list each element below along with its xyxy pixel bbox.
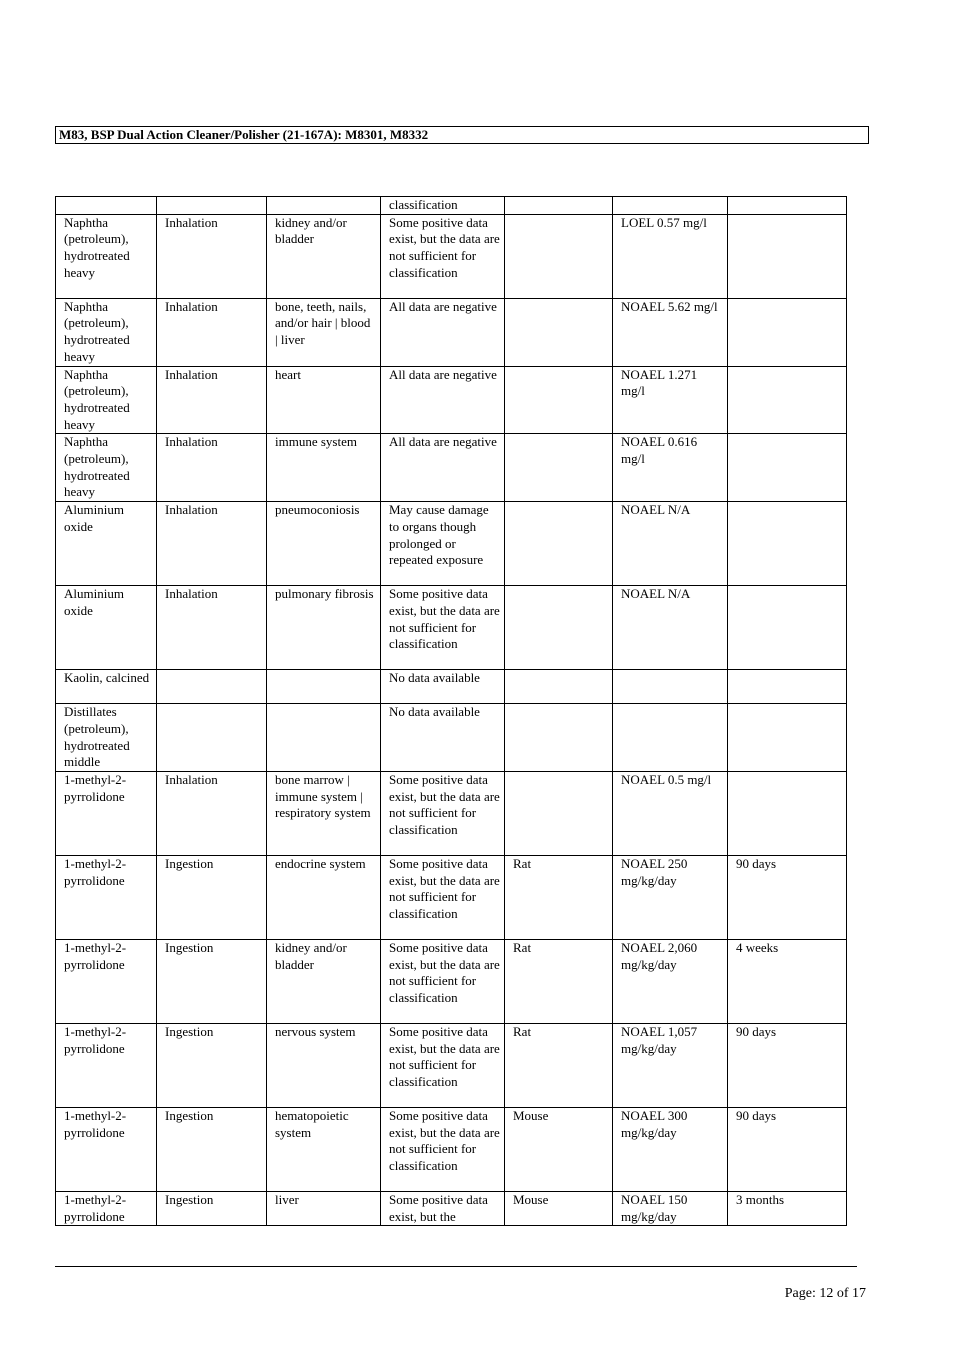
cell-duration <box>728 670 847 704</box>
cell-name: Naphtha (petroleum), hydrotreated heavy <box>56 214 157 298</box>
cell-species: Mouse <box>505 1191 613 1225</box>
cell-route: Ingestion <box>157 1191 267 1225</box>
cell-duration <box>728 771 847 855</box>
cell-species <box>505 214 613 298</box>
cell-organ: pulmonary fibrosis <box>267 586 381 670</box>
cell-species <box>505 197 613 215</box>
cell-name: 1-methyl-2-pyrrolidone <box>56 771 157 855</box>
page-number: Page: 12 of 17 <box>784 1286 866 1301</box>
cell-species <box>505 366 613 434</box>
cell-organ: hematopoietic system <box>267 1107 381 1191</box>
cell-organ: immune system <box>267 434 381 502</box>
cell-value: classification <box>381 197 505 215</box>
cell-organ: kidney and/or bladder <box>267 214 381 298</box>
table-row <box>56 1191 847 1225</box>
table-row <box>56 1023 847 1107</box>
cell-result <box>613 704 728 772</box>
cell-route: Inhalation <box>157 434 267 502</box>
table-row <box>56 434 847 502</box>
cell-name: Naphtha (petroleum), hydrotreated heavy <box>56 434 157 502</box>
footer-divider <box>55 1266 857 1267</box>
table-row <box>56 771 847 855</box>
cell-duration <box>728 298 847 366</box>
cell-duration: 90 days <box>728 1107 847 1191</box>
cell-organ <box>267 197 381 215</box>
table-row <box>56 214 847 298</box>
cell-route: Inhalation <box>157 502 267 586</box>
cell-route: Ingestion <box>157 1107 267 1191</box>
cell-organ: bone marrow | immune system | respiratory system <box>267 771 381 855</box>
cell-result: NOAEL 5.62 mg/l <box>613 298 728 366</box>
cell-organ: nervous system <box>267 1023 381 1107</box>
cell-route: Inhalation <box>157 298 267 366</box>
cell-species <box>505 434 613 502</box>
cell-value: Some positive data exist, but the data are not sufficient for classification <box>381 1107 505 1191</box>
cell-route: Inhalation <box>157 586 267 670</box>
table-row <box>56 366 847 434</box>
cell-result: NOAEL N/A <box>613 502 728 586</box>
cell-duration <box>728 214 847 298</box>
table-row <box>56 502 847 586</box>
table-row <box>56 298 847 366</box>
cell-result: NOAEL 0.5 mg/l <box>613 771 728 855</box>
cell-route: Ingestion <box>157 939 267 1023</box>
cell-name: Aluminium oxide <box>56 586 157 670</box>
cell-species <box>505 502 613 586</box>
cell-route: Ingestion <box>157 1023 267 1107</box>
cell-value: Some positive data exist, but the data are not sufficient for classification <box>381 855 505 939</box>
cell-organ: endocrine system <box>267 855 381 939</box>
cell-result <box>613 197 728 215</box>
document-header-title: M83, BSP Dual Action Cleaner/Polisher (21-167A): M8301, M8332 <box>55 126 869 144</box>
table-row <box>56 1107 847 1191</box>
cell-name: Naphtha (petroleum), hydrotreated heavy <box>56 366 157 434</box>
cell-route: Ingestion <box>157 855 267 939</box>
cell-value: All data are negative <box>381 366 505 434</box>
cell-duration: 90 days <box>728 855 847 939</box>
cell-result: NOAEL 300 mg/kg/day <box>613 1107 728 1191</box>
cell-duration: 3 months <box>728 1191 847 1225</box>
cell-result: LOEL 0.57 mg/l <box>613 214 728 298</box>
cell-route: Inhalation <box>157 214 267 298</box>
cell-organ: heart <box>267 366 381 434</box>
cell-name: 1-methyl-2-pyrrolidone <box>56 939 157 1023</box>
table-row <box>56 939 847 1023</box>
cell-species <box>505 298 613 366</box>
cell-name: Distillates (petroleum), hydrotreated middle <box>56 704 157 772</box>
cell-name: 1-methyl-2-pyrrolidone <box>56 1023 157 1107</box>
cell-value: No data available <box>381 704 505 772</box>
cell-value: Some positive data exist, but the data are not sufficient for classification <box>381 214 505 298</box>
cell-value: All data are negative <box>381 434 505 502</box>
table-row <box>56 586 847 670</box>
cell-name: Kaolin, calcined <box>56 670 157 704</box>
cell-result <box>613 670 728 704</box>
cell-route: Inhalation <box>157 771 267 855</box>
cell-value: All data are negative <box>381 298 505 366</box>
cell-value: Some positive data exist, but the data are not sufficient for classification <box>381 1023 505 1107</box>
cell-species: Mouse <box>505 1107 613 1191</box>
table-row <box>56 670 847 704</box>
cell-value: Some positive data exist, but the <box>381 1191 505 1225</box>
cell-species <box>505 771 613 855</box>
cell-result: NOAEL 1.271 mg/l <box>613 366 728 434</box>
cell-result: NOAEL 0.616 mg/l <box>613 434 728 502</box>
table-row <box>56 855 847 939</box>
cell-species: Rat <box>505 1023 613 1107</box>
cell-value: Some positive data exist, but the data are not sufficient for classification <box>381 939 505 1023</box>
cell-organ: kidney and/or bladder <box>267 939 381 1023</box>
cell-duration <box>728 704 847 772</box>
cell-result: NOAEL 250 mg/kg/day <box>613 855 728 939</box>
cell-value: May cause damage to organs though prolonged or repeated exposure <box>381 502 505 586</box>
cell-species: Rat <box>505 855 613 939</box>
cell-name: 1-methyl-2-pyrrolidone <box>56 855 157 939</box>
cell-duration <box>728 434 847 502</box>
cell-name <box>56 197 157 215</box>
cell-duration <box>728 586 847 670</box>
cell-duration <box>728 197 847 215</box>
cell-organ: liver <box>267 1191 381 1225</box>
cell-name: Naphtha (petroleum), hydrotreated heavy <box>56 298 157 366</box>
cell-name: 1-methyl-2-pyrrolidone <box>56 1107 157 1191</box>
cell-route <box>157 670 267 704</box>
cell-name: Aluminium oxide <box>56 502 157 586</box>
cell-organ <box>267 670 381 704</box>
cell-result: NOAEL 2,060 mg/kg/day <box>613 939 728 1023</box>
cell-result: NOAEL N/A <box>613 586 728 670</box>
cell-value: No data available <box>381 670 505 704</box>
cell-route <box>157 704 267 772</box>
cell-duration: 90 days <box>728 1023 847 1107</box>
cell-organ: pneumoconiosis <box>267 502 381 586</box>
cell-organ <box>267 704 381 772</box>
cell-route: Inhalation <box>157 366 267 434</box>
cell-organ: bone, teeth, nails, and/or hair | blood | liver <box>267 298 381 366</box>
cell-duration <box>728 366 847 434</box>
table-row <box>56 704 847 772</box>
cell-species <box>505 670 613 704</box>
table-row <box>56 197 847 215</box>
cell-value: Some positive data exist, but the data are not sufficient for classification <box>381 771 505 855</box>
cell-result: NOAEL 1,057 mg/kg/day <box>613 1023 728 1107</box>
cell-species: Rat <box>505 939 613 1023</box>
cell-species <box>505 704 613 772</box>
cell-duration <box>728 502 847 586</box>
toxicity-table <box>55 196 847 1226</box>
cell-value: Some positive data exist, but the data are not sufficient for classification <box>381 586 505 670</box>
cell-species <box>505 586 613 670</box>
cell-route <box>157 197 267 215</box>
cell-result: NOAEL 150 mg/kg/day <box>613 1191 728 1225</box>
cell-name: 1-methyl-2-pyrrolidone <box>56 1191 157 1225</box>
cell-duration: 4 weeks <box>728 939 847 1023</box>
